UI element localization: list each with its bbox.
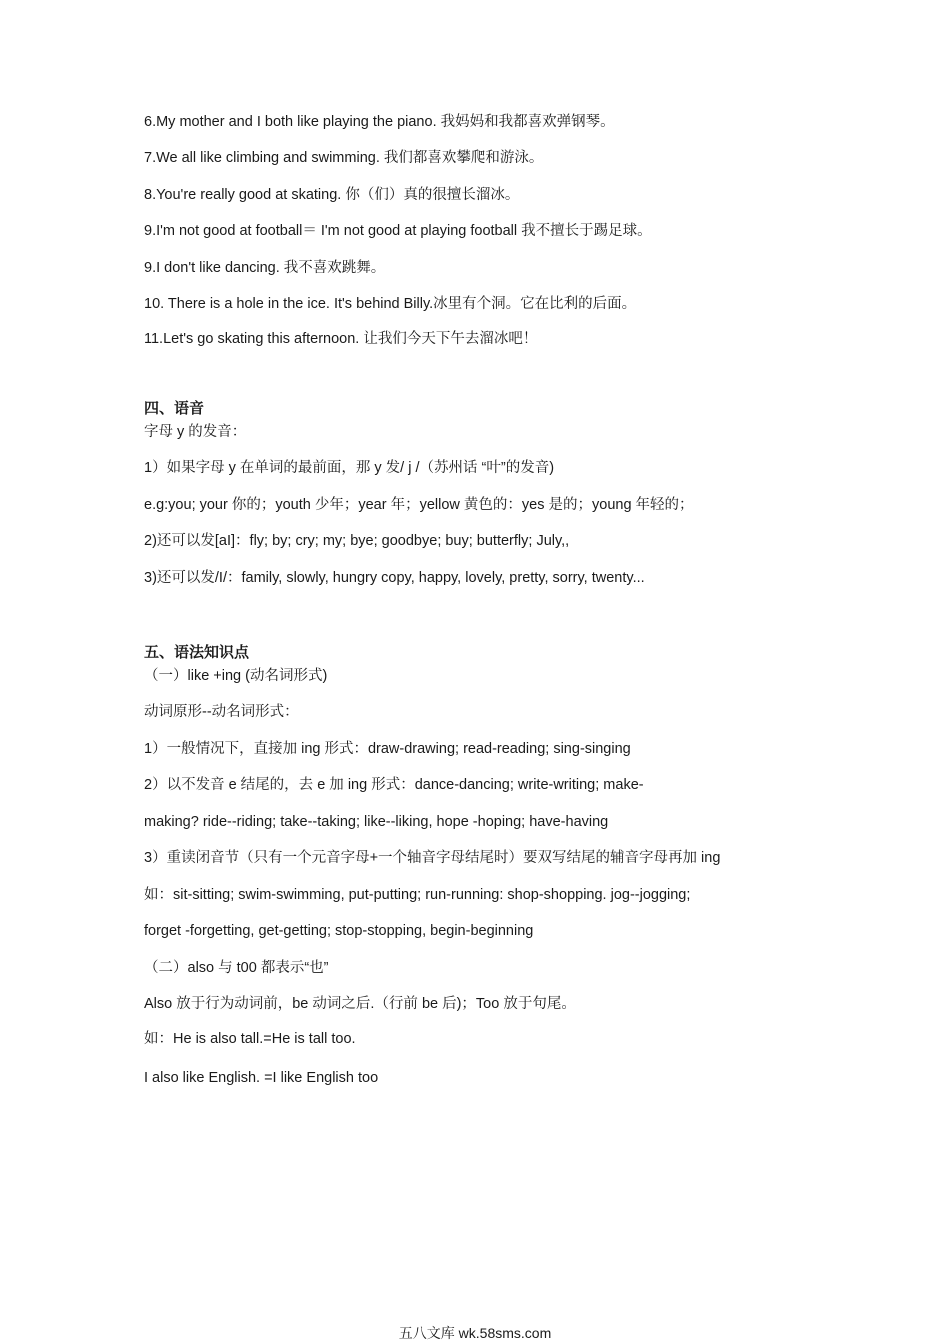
grammar-line-11: I also like English. =I like English too: [144, 1070, 379, 1086]
grammar-line-8: （二）also 与 t00 都表示“也”: [144, 960, 329, 976]
grammar-line-3: 2）以不发音 e 结尾的，去 e 加 ing 形式：dance-dancing; write-writing; make-: [144, 777, 644, 793]
sentence-7: 7.We all like climbing and swimming. 我们都喜欢攀爬和游泳。: [144, 150, 544, 166]
section-4-heading: 四、语音: [144, 400, 205, 417]
footer-watermark: 五八文库 wk.58sms.com: [398, 1325, 552, 1341]
section-5-heading: 五、语法知识点: [144, 644, 250, 661]
grammar-line-5: 3）重读闭音节（只有一个元音字母+一个轴音字母结尾时）要双写结尾的辅音字母再加 ing: [144, 850, 721, 866]
grammar-line-4: making? ride--riding; take--taking; like--liking, hope -hoping; have-having: [144, 814, 609, 830]
sentence-8: 8.You're really good at skating. 你（们）真的很擅长溜冰。: [144, 187, 520, 203]
grammar-line-6: 如：sit-sitting; swim-swimming, put-putting; run-running: shop-shopping. jog--jogging;: [144, 887, 691, 903]
phonics-line-3: 2)还可以发[aI]：fly; by; cry; my; bye; goodbye; buy; butterfly; July,,: [144, 533, 570, 549]
phonics-line-4: 3)还可以发/I/：family, slowly, hungry copy, happy, lovely, pretty, sorry, twenty...: [144, 570, 645, 586]
section-4-subtitle: 字母 y 的发音：: [144, 424, 247, 440]
sentence-6: 6.My mother and I both like playing the piano. 我妈妈和我都喜欢弹钢琴。: [144, 114, 615, 130]
sentence-11: 11.Let's go skating this afternoon. 让我们今天下午去溜冰吧！: [144, 331, 538, 347]
section-5-subtitle: （一）like +ing (动名词形式): [144, 668, 328, 684]
sentence-10: 10. There is a hole in the ice. It's behind Billy.冰里有个洞。它在比利的后面。: [144, 296, 637, 312]
grammar-line-1: 动词原形--动名词形式：: [144, 704, 299, 720]
grammar-line-2: 1）一般情况下，直接加 ing 形式：draw-drawing; read-reading; sing-singing: [144, 741, 631, 757]
phonics-line-1: 1）如果字母 y 在单词的最前面，那 y 发/ j /（苏州话 “叶”的发音): [144, 460, 555, 476]
sentence-9b: 9.I don't like dancing. 我不喜欢跳舞。: [144, 260, 386, 276]
sentence-9a: 9.I'm not good at football＝ I'm not good at playing football 我不擅长于踢足球。: [144, 223, 652, 239]
grammar-line-9: Also 放于行为动词前，be 动词之后.（行前 be 后)；Too 放于句尾。: [144, 996, 576, 1012]
grammar-line-7: forget -forgetting, get-getting; stop-stopping, begin-beginning: [144, 923, 534, 939]
phonics-line-2: e.g:you; your 你的；youth 少年；year 年；yellow 黄色的：yes 是的；young 年轻的；: [144, 497, 694, 513]
grammar-line-10: 如：He is also tall.=He is tall too.: [144, 1031, 356, 1047]
